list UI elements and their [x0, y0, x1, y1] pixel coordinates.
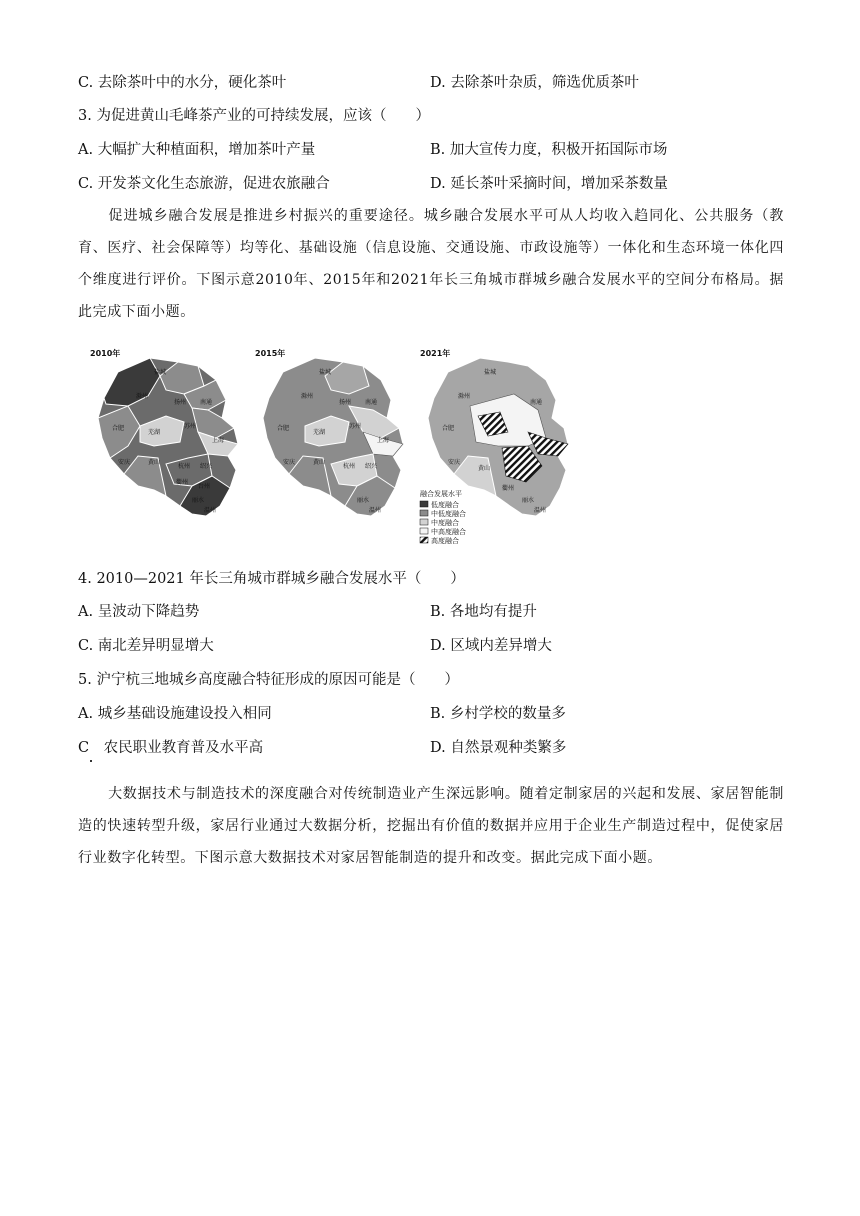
label-2015-shaoxing: 绍兴	[365, 463, 378, 470]
label-2010-suzhou: 苏州	[184, 423, 197, 430]
maps-svg	[88, 346, 588, 556]
yangtze-delta-maps-figure	[88, 346, 588, 556]
q2-option-d: D. 去除茶叶杂质，筛选优质茶叶	[430, 75, 639, 91]
label-2021-huangshan: 黄山	[478, 465, 491, 472]
label-2015-lishui: 丽水	[357, 497, 370, 504]
label-2015-nantong: 南通	[365, 399, 378, 406]
label-2010-anqing: 安庆	[118, 459, 131, 466]
legend-swatch-low	[420, 501, 428, 507]
legend-label-medium: 中度融合	[431, 519, 459, 527]
q3-stem: 3. 为促进黄山毛峰茶产业的可持续发展，应该（ ）	[78, 108, 430, 124]
label-2015-wenzhou: 温州	[369, 507, 382, 514]
label-2010-lishui: 丽水	[192, 497, 205, 504]
label-2021-nantong: 南通	[530, 399, 543, 406]
legend-label-medium-high: 中高度融合	[431, 528, 466, 536]
q2-option-c: C. 去除茶叶中的水分，硬化茶叶	[78, 75, 287, 91]
q5-stem: 5. 沪宁杭三地城乡高度融合特征形成的原因可能是（ ）	[78, 672, 459, 688]
label-2021-wenzhou: 温州	[534, 507, 547, 514]
label-2010-yancheng: 盐城	[154, 369, 167, 376]
legend-swatch-medium-high	[420, 528, 428, 534]
q4-option-a: A. 呈波动下降趋势	[78, 604, 200, 620]
legend-label-medium-low: 中低度融合	[431, 510, 466, 518]
label-2015-huangshan: 黄山	[313, 459, 326, 466]
label-2021-yancheng: 盐城	[484, 369, 497, 376]
q3-option-c: C. 开发茶文化生态旅游，促进农旅融合	[78, 176, 330, 192]
label-2015-yancheng: 盐城	[319, 369, 332, 376]
q4-stem: 4. 2010—2021 年长三角城市群城乡融合发展水平（ ）	[78, 571, 465, 587]
label-2010-nantong: 南通	[200, 399, 213, 406]
q5-option-a: A. 城乡基础设施建设投入相同	[78, 706, 272, 722]
map-2010	[90, 348, 238, 516]
label-2010-yangzhou: 扬州	[174, 399, 187, 406]
legend-swatch-high	[420, 537, 428, 543]
label-2010-quzhou: 衢州	[176, 479, 189, 486]
label-2010-shanghai: 上海	[212, 437, 225, 444]
q4-option-d: D. 区域内差异增大	[430, 638, 552, 654]
label-2015-anqing: 安庆	[283, 459, 296, 466]
legend-label-high: 高度融合	[431, 537, 459, 545]
label-2021-lishui: 丽水	[522, 497, 535, 504]
label-2010-shaoxing: 绍兴	[200, 463, 213, 470]
q3-option-b: B. 加大宣传力度，积极开拓国际市场	[430, 142, 668, 158]
q5-option-d: D. 自然景观种类繁多	[430, 740, 567, 756]
q5-option-b: B. 乡村学校的数量多	[430, 706, 566, 722]
label-2010-hefei: 合肥	[112, 425, 125, 432]
label-2021-hefei: 合肥	[442, 425, 455, 432]
label-2021-quzhou: 衢州	[502, 485, 515, 492]
q5-option-c: C 农民职业教育普及水平高	[78, 740, 264, 756]
passage-big-data-text: 大数据技术与制造技术的深度融合对传统制造业产生深远影响。随着定制家居的兴起和发展、家居智能制造的快速转型升级，家居行业通过大数据分析，挖掘出有价值的数据并应用于企业生产制造过程中，促使家居行业数字化转型。下图示意大数据技术对家居智能制造的提升和改变。据此完成下面小题。	[78, 786, 784, 866]
legend-label-low: 低度融合	[431, 501, 459, 509]
label-2015-wuhu: 芜湖	[313, 429, 326, 436]
q3-option-d: D. 延长茶叶采摘时间，增加采茶数量	[430, 176, 668, 192]
legend-swatch-medium	[420, 519, 428, 525]
stray-dot	[90, 760, 92, 762]
map-legend	[420, 489, 466, 545]
passage-urban-rural	[78, 200, 784, 328]
label-2010-taizhou: 台州	[198, 483, 211, 490]
label-2010-wenzhou: 温州	[204, 507, 217, 514]
q4-option-b: B. 各地均有提升	[430, 604, 537, 620]
label-2015-hefei: 合肥	[277, 425, 290, 432]
map-2015	[255, 348, 403, 516]
label-2015-hangzhou: 杭州	[343, 463, 356, 470]
map-2010-year: 2010年	[90, 349, 121, 358]
passage-urban-rural-text: 促进城乡融合发展是推进乡村振兴的重要途径。城乡融合发展水平可从人均收入趋同化、公共服务（教育、医疗、社会保障等）均等化、基础设施（信息设施、交通设施、市政设施等）一体化和生态环境一体化四个维度进行评价。下图示意2010年、2015年和2021年长三角城市群城乡融合发展水平的空间分布格局。据此完成下面小题。	[78, 208, 784, 320]
label-2010-hangzhou: 杭州	[178, 463, 191, 470]
label-2010-chuzhou: 滁州	[136, 393, 149, 400]
label-2010-wuhu: 芜湖	[148, 429, 161, 436]
legend-swatch-medium-low	[420, 510, 428, 516]
label-2015-shanghai: 上海	[377, 437, 390, 444]
label-2015-chuzhou: 滁州	[301, 393, 314, 400]
label-2015-suzhou: 苏州	[349, 423, 362, 430]
map-2015-year: 2015年	[255, 349, 286, 358]
q4-option-c: C. 南北差异明显增大	[78, 638, 214, 654]
label-2021-anqing: 安庆	[448, 459, 461, 466]
map-2021	[420, 348, 568, 545]
legend-title: 融合发展水平	[420, 490, 462, 498]
map-2021-year: 2021年	[420, 349, 451, 358]
label-2010-huangshan: 黄山	[148, 459, 161, 466]
q3-option-a: A. 大幅扩大种植面积，增加茶叶产量	[78, 142, 316, 158]
passage-big-data	[78, 778, 784, 874]
label-2021-chuzhou: 滁州	[458, 393, 471, 400]
label-2015-yangzhou: 扬州	[339, 399, 352, 406]
